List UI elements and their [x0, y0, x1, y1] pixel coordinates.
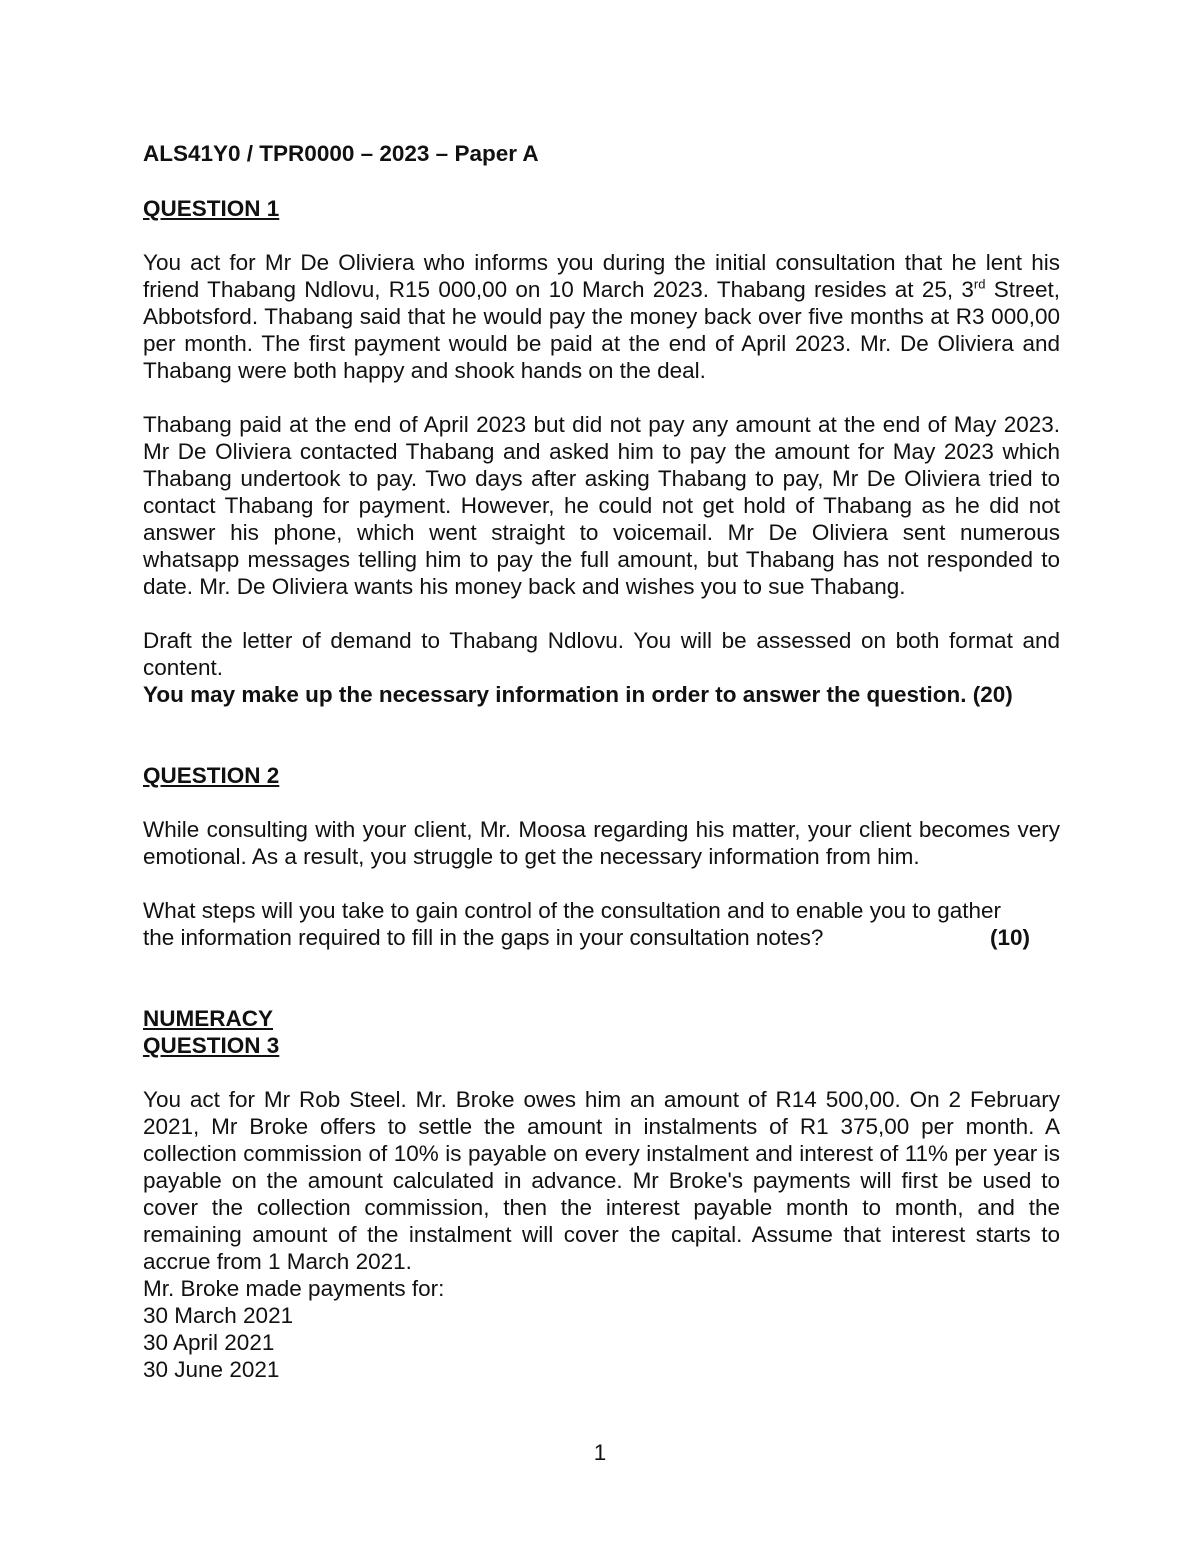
page-number: 1 [593, 1440, 607, 1465]
question-2-marks: (10) [989, 925, 1030, 950]
exam-page [143, 140, 1060, 1383]
question-2-heading: QUESTION 2 [143, 763, 280, 788]
q2-p2-line-1: What steps will you take to gain control of the consultation and to enable you to gather [143, 898, 1002, 923]
q2-p2-last-line [143, 924, 1060, 951]
paper-header: ALS41Y0 / TPR0000 – 2023 – Paper A [143, 141, 539, 166]
q2-p2-line-2: the information required to fill in the gaps in your consultation notes? [143, 925, 824, 950]
q1-p1-superscript: rd [973, 276, 986, 292]
q1-p1-text-b: Street, Abbotsford. Thabang said that he would pay the money back over five months at R3 000,00 per month. The first payment would be paid at the end of April 2023. Mr. De Oliviera and Thabang were both happy and shook hands on the deal. [143, 277, 1060, 383]
question-3-paragraph-1: You act for Mr Rob Steel. Mr. Broke owes him an amount of R14 500,00. On 2 February 2021, Mr Broke offers to settle the amount in instalments of R1 375,00 per month. A collection commission of 10% is payable on every instalment and interest of 11% per year is payable on the amount calculated in advance. Mr Broke's payments will first be used to cover the collection commission, then the interest payable month to month, and the remaining amount of the instalment will cover the capital. Assume that interest starts to accrue from 1 March 2021. [143, 1087, 1060, 1274]
question-1-heading: QUESTION 1 [143, 196, 280, 221]
payment-date: 30 April 2021 [143, 1330, 275, 1355]
numeracy-heading: NUMERACY [143, 1006, 274, 1031]
payment-date: 30 June 2021 [143, 1357, 280, 1382]
payment-date: 30 March 2021 [143, 1303, 294, 1328]
question-1-paragraph-3: Draft the letter of demand to Thabang Ndlovu. You will be assessed on both format and content. [143, 628, 1060, 680]
question-1-paragraph-1 [143, 249, 1060, 384]
question-1-instruction: You may make up the necessary information in order to answer the question. (20) [143, 682, 1013, 707]
question-2-paragraph-1: While consulting with your client, Mr. Moosa regarding his matter, your client becomes very emotional. As a result, you struggle to get the necessary information from him. [143, 817, 1060, 869]
question-2-paragraph-2 [143, 897, 1060, 951]
q1-p1-text-a: You act for Mr De Oliviera who informs you during the initial consultation that he lent his friend Thabang Ndlovu, R15 000,00 on 10 March 2023. Thabang resides at 25, 3 [143, 250, 1060, 302]
question-1-paragraph-2: Thabang paid at the end of April 2023 but did not pay any amount at the end of May 2023. Mr De Oliviera contacted Thabang and asked him to pay the amount for May 2023 which Thabang undertook to pay. Two days after asking Thabang to pay, Mr De Oliviera tried to contact Thabang for payment. However, he could not get hold of Thabang as he did not answer his phone, which went straight to voicemail. Mr De Oliviera sent numerous whatsapp messages telling him to pay the full amount, but Thabang has not responded to date. Mr. De Oliviera wants his money back and wishes you to sue Thabang. [143, 412, 1060, 599]
question-3-payments-intro: Mr. Broke made payments for: [143, 1276, 445, 1301]
question-3-heading: QUESTION 3 [143, 1033, 280, 1058]
